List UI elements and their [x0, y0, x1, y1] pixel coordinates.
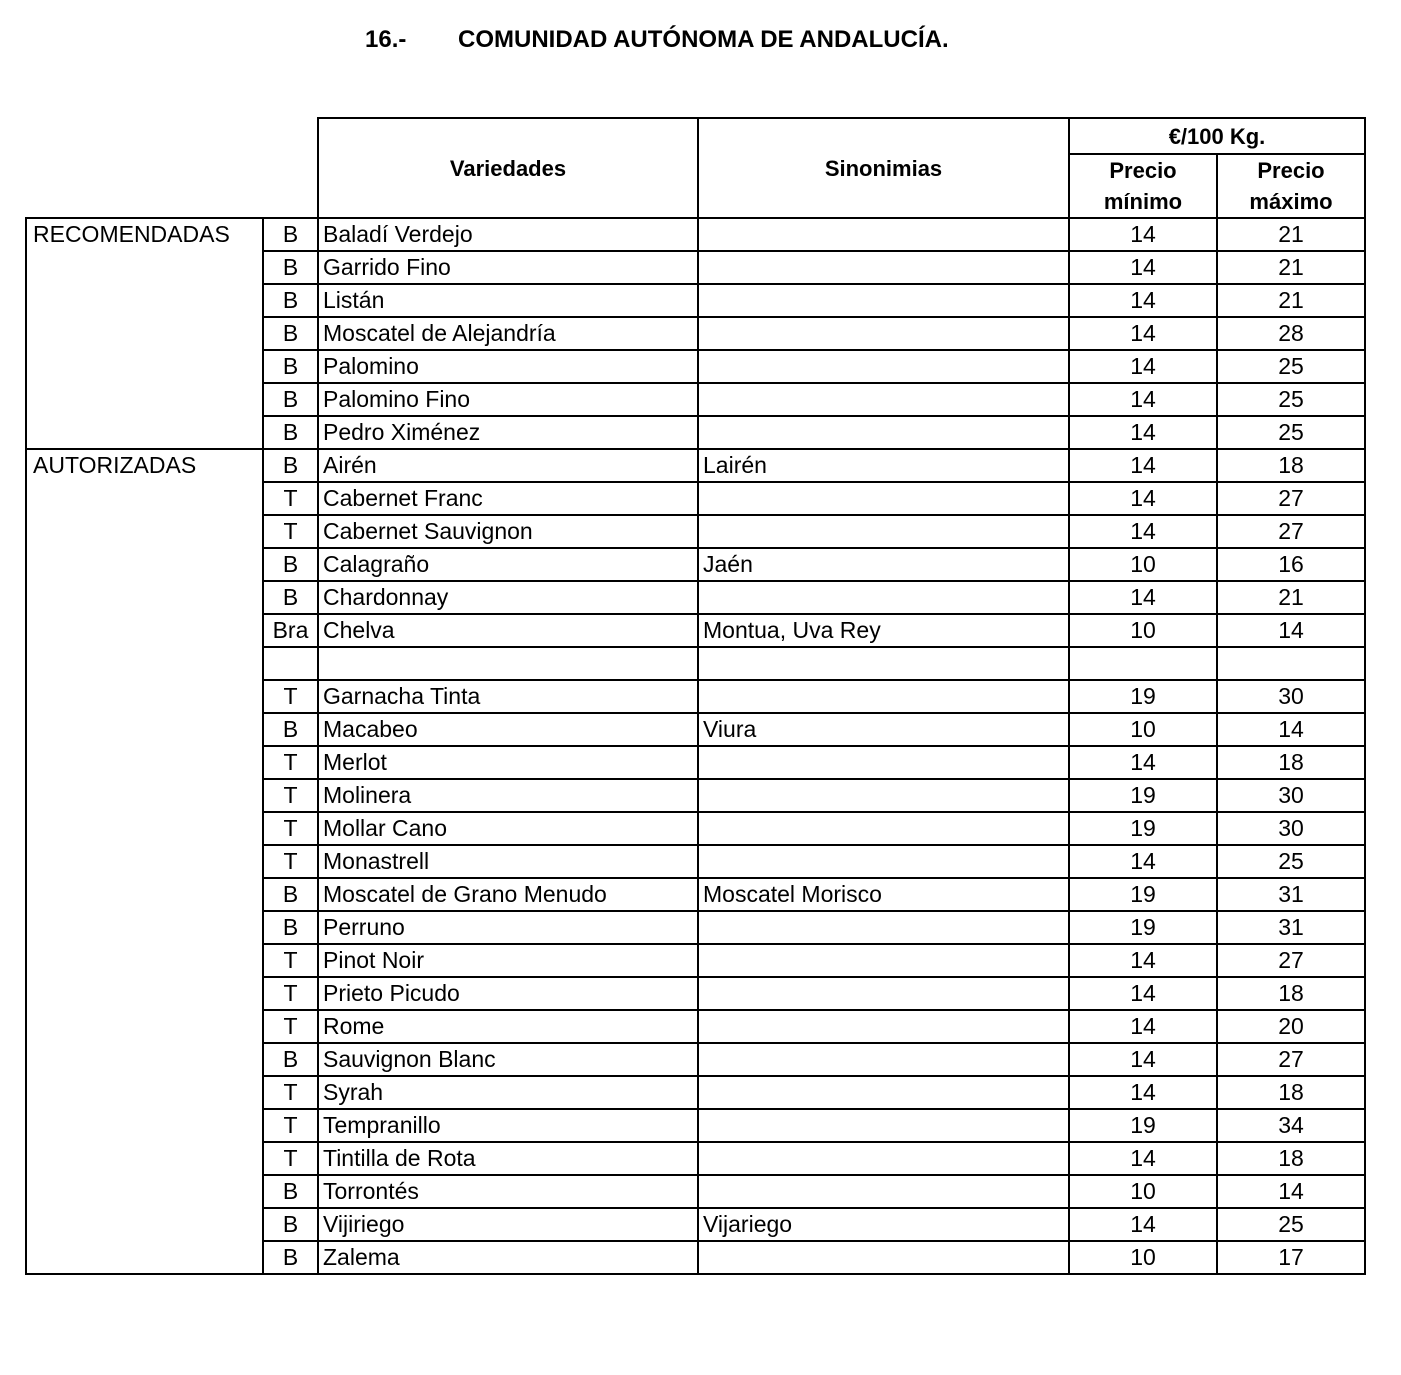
- cell-variedad: Vijiriego: [318, 1208, 698, 1241]
- cell-precio-maximo: 25: [1217, 845, 1365, 878]
- cell-precio-minimo: 19: [1069, 779, 1217, 812]
- cell-precio-minimo: 14: [1069, 317, 1217, 350]
- cell-color: T: [263, 1109, 318, 1142]
- cell-precio-minimo: 14: [1069, 284, 1217, 317]
- cell-precio-minimo: 14: [1069, 1076, 1217, 1109]
- cell-precio-minimo: 14: [1069, 449, 1217, 482]
- cell-sinonimia: [698, 1175, 1069, 1208]
- cell-precio-minimo: 19: [1069, 1109, 1217, 1142]
- cell-sinonimia: Moscatel Morisco: [698, 878, 1069, 911]
- cell-precio-minimo: 19: [1069, 911, 1217, 944]
- cell-precio-minimo: 10: [1069, 548, 1217, 581]
- cell-color: B: [263, 416, 318, 449]
- cell-variedad: Macabeo: [318, 713, 698, 746]
- cell-precio-maximo: 17: [1217, 1241, 1365, 1274]
- cell-precio-maximo: 30: [1217, 680, 1365, 713]
- cell-precio-minimo: 14: [1069, 746, 1217, 779]
- cell-sinonimia: Viura: [698, 713, 1069, 746]
- cell-precio-minimo: 19: [1069, 680, 1217, 713]
- cell-color: T: [263, 779, 318, 812]
- cell-sinonimia: [698, 1076, 1069, 1109]
- cell-sinonimia: [698, 251, 1069, 284]
- table-body: [26, 218, 1365, 1274]
- cell-color: B: [263, 1043, 318, 1076]
- cell-sinonimia: [698, 218, 1069, 251]
- cell-precio-minimo: 14: [1069, 251, 1217, 284]
- cell-precio-maximo: 27: [1217, 944, 1365, 977]
- cell-precio-maximo: 14: [1217, 1175, 1365, 1208]
- cell-precio-maximo: 25: [1217, 416, 1365, 449]
- cell-sinonimia: Vijariego: [698, 1208, 1069, 1241]
- cell-color: B: [263, 911, 318, 944]
- cell-color: B: [263, 251, 318, 284]
- cell-precio-maximo: 18: [1217, 977, 1365, 1010]
- cell-sinonimia: [698, 977, 1069, 1010]
- cell-variedad: Sauvignon Blanc: [318, 1043, 698, 1076]
- cell-precio-maximo: 16: [1217, 548, 1365, 581]
- cell-precio-minimo: 10: [1069, 1241, 1217, 1274]
- cell-variedad: Zalema: [318, 1241, 698, 1274]
- cell-sinonimia: [698, 779, 1069, 812]
- cell-color: B: [263, 317, 318, 350]
- cell-variedad: Molinera: [318, 779, 698, 812]
- cell-precio-minimo: 14: [1069, 581, 1217, 614]
- cell-color: B: [263, 1241, 318, 1274]
- cell-precio-maximo: 21: [1217, 251, 1365, 284]
- cell-color: T: [263, 746, 318, 779]
- cell-precio-maximo: 18: [1217, 449, 1365, 482]
- cell-variedad: Pinot Noir: [318, 944, 698, 977]
- cell-sinonimia: [698, 1043, 1069, 1076]
- cell-variedad: Baladí Verdejo: [318, 218, 698, 251]
- cell-color: T: [263, 977, 318, 1010]
- cell-precio-maximo: 14: [1217, 614, 1365, 647]
- cell-sinonimia: [698, 1109, 1069, 1142]
- group-label: AUTORIZADAS: [26, 449, 263, 1274]
- cell-precio-maximo: 34: [1217, 1109, 1365, 1142]
- cell-precio-minimo: 14: [1069, 350, 1217, 383]
- cell-variedad: Garnacha Tinta: [318, 680, 698, 713]
- cell-variedad: Perruno: [318, 911, 698, 944]
- cell-variedad: Rome: [318, 1010, 698, 1043]
- cell-sinonimia: [698, 383, 1069, 416]
- cell-precio-maximo: 27: [1217, 1043, 1365, 1076]
- cell-sinonimia: [698, 350, 1069, 383]
- header-sinonimias: Sinonimias: [698, 118, 1069, 218]
- cell-precio-minimo: 14: [1069, 1142, 1217, 1175]
- cell-variedad: Calagraño: [318, 548, 698, 581]
- cell-variedad: Cabernet Franc: [318, 482, 698, 515]
- cell-variedad: Airén: [318, 449, 698, 482]
- header-variedades: Variedades: [318, 118, 698, 218]
- cell-color: B: [263, 1208, 318, 1241]
- cell-sinonimia: [698, 482, 1069, 515]
- cell-sinonimia: [698, 581, 1069, 614]
- cell-variedad: Tempranillo: [318, 1109, 698, 1142]
- cell-precio-maximo: 14: [1217, 713, 1365, 746]
- cell-sinonimia: [698, 746, 1069, 779]
- cell-color: T: [263, 482, 318, 515]
- cell-sinonimia: [698, 911, 1069, 944]
- cell-sinonimia: [698, 284, 1069, 317]
- cell-color: Bra: [263, 614, 318, 647]
- cell-precio-minimo: 14: [1069, 416, 1217, 449]
- cell-color: T: [263, 944, 318, 977]
- cell-variedad: Cabernet Sauvignon: [318, 515, 698, 548]
- cell-precio-minimo: 14: [1069, 977, 1217, 1010]
- cell-sinonimia: [698, 515, 1069, 548]
- cell-sinonimia: Montua, Uva Rey: [698, 614, 1069, 647]
- cell-precio-maximo: [1217, 647, 1365, 680]
- cell-precio-minimo: 19: [1069, 812, 1217, 845]
- cell-precio-maximo: 18: [1217, 1076, 1365, 1109]
- cell-variedad: Chelva: [318, 614, 698, 647]
- cell-variedad: Listán: [318, 284, 698, 317]
- cell-sinonimia: [698, 416, 1069, 449]
- table-row: [26, 218, 1365, 251]
- cell-variedad: Prieto Picudo: [318, 977, 698, 1010]
- cell-precio-maximo: 27: [1217, 482, 1365, 515]
- cell-color: T: [263, 515, 318, 548]
- header-precio-maximo: Precio máximo: [1217, 154, 1365, 218]
- cell-variedad: Mollar Cano: [318, 812, 698, 845]
- cell-color: B: [263, 284, 318, 317]
- cell-color: B: [263, 383, 318, 416]
- cell-precio-minimo: 14: [1069, 845, 1217, 878]
- cell-precio-maximo: 27: [1217, 515, 1365, 548]
- cell-variedad: Pedro Ximénez: [318, 416, 698, 449]
- cell-variedad: Palomino Fino: [318, 383, 698, 416]
- table-header: [26, 118, 1365, 218]
- cell-sinonimia: [698, 1142, 1069, 1175]
- cell-color: B: [263, 449, 318, 482]
- cell-sinonimia: [698, 812, 1069, 845]
- cell-sinonimia: Lairén: [698, 449, 1069, 482]
- cell-variedad: Moscatel de Alejandría: [318, 317, 698, 350]
- cell-precio-maximo: 21: [1217, 284, 1365, 317]
- cell-precio-maximo: 21: [1217, 581, 1365, 614]
- cell-variedad: [318, 647, 698, 680]
- cell-color: B: [263, 350, 318, 383]
- title-text: COMUNIDAD AUTÓNOMA DE ANDALUCÍA.: [458, 26, 949, 53]
- cell-precio-minimo: 14: [1069, 218, 1217, 251]
- cell-precio-maximo: 18: [1217, 1142, 1365, 1175]
- cell-precio-minimo: 14: [1069, 944, 1217, 977]
- cell-precio-maximo: 20: [1217, 1010, 1365, 1043]
- cell-precio-maximo: 30: [1217, 812, 1365, 845]
- cell-precio-maximo: 31: [1217, 911, 1365, 944]
- cell-variedad: Syrah: [318, 1076, 698, 1109]
- cell-color: T: [263, 1010, 318, 1043]
- cell-sinonimia: [698, 944, 1069, 977]
- cell-sinonimia: [698, 317, 1069, 350]
- cell-color: T: [263, 812, 318, 845]
- cell-color: B: [263, 581, 318, 614]
- cell-variedad: Garrido Fino: [318, 251, 698, 284]
- cell-color: [263, 647, 318, 680]
- cell-sinonimia: Jaén: [698, 548, 1069, 581]
- cell-precio-minimo: 10: [1069, 1175, 1217, 1208]
- cell-color: T: [263, 680, 318, 713]
- cell-precio-minimo: 14: [1069, 515, 1217, 548]
- cell-variedad: Palomino: [318, 350, 698, 383]
- cell-sinonimia: [698, 1010, 1069, 1043]
- cell-precio-maximo: 21: [1217, 218, 1365, 251]
- cell-precio-minimo: 14: [1069, 1043, 1217, 1076]
- cell-variedad: Tintilla de Rota: [318, 1142, 698, 1175]
- cell-precio-maximo: 25: [1217, 350, 1365, 383]
- cell-variedad: Merlot: [318, 746, 698, 779]
- cell-sinonimia: [698, 680, 1069, 713]
- cell-precio-minimo: 19: [1069, 878, 1217, 911]
- cell-precio-maximo: 28: [1217, 317, 1365, 350]
- cell-variedad: Chardonnay: [318, 581, 698, 614]
- cell-sinonimia: [698, 845, 1069, 878]
- varieties-table: [25, 117, 1366, 1275]
- cell-variedad: Moscatel de Grano Menudo: [318, 878, 698, 911]
- cell-precio-minimo: 10: [1069, 614, 1217, 647]
- cell-precio-maximo: 30: [1217, 779, 1365, 812]
- cell-precio-maximo: 18: [1217, 746, 1365, 779]
- cell-precio-maximo: 25: [1217, 1208, 1365, 1241]
- cell-precio-maximo: 31: [1217, 878, 1365, 911]
- cell-variedad: Monastrell: [318, 845, 698, 878]
- title-number: 16.-: [365, 26, 407, 53]
- cell-precio-minimo: 14: [1069, 1208, 1217, 1241]
- cell-precio-maximo: 25: [1217, 383, 1365, 416]
- cell-sinonimia: [698, 647, 1069, 680]
- cell-variedad: Torrontés: [318, 1175, 698, 1208]
- header-unit: €/100 Kg.: [1069, 118, 1365, 154]
- cell-precio-minimo: 14: [1069, 482, 1217, 515]
- cell-color: B: [263, 218, 318, 251]
- cell-precio-minimo: [1069, 647, 1217, 680]
- table-row: [26, 449, 1365, 482]
- cell-color: T: [263, 1076, 318, 1109]
- cell-color: T: [263, 845, 318, 878]
- cell-color: B: [263, 548, 318, 581]
- cell-sinonimia: [698, 1241, 1069, 1274]
- cell-precio-minimo: 14: [1069, 1010, 1217, 1043]
- cell-color: B: [263, 713, 318, 746]
- header-precio-minimo: Precio mínimo: [1069, 154, 1217, 218]
- cell-precio-minimo: 14: [1069, 383, 1217, 416]
- group-label: RECOMENDADAS: [26, 218, 263, 449]
- cell-color: T: [263, 1142, 318, 1175]
- cell-color: B: [263, 878, 318, 911]
- cell-color: B: [263, 1175, 318, 1208]
- cell-precio-minimo: 10: [1069, 713, 1217, 746]
